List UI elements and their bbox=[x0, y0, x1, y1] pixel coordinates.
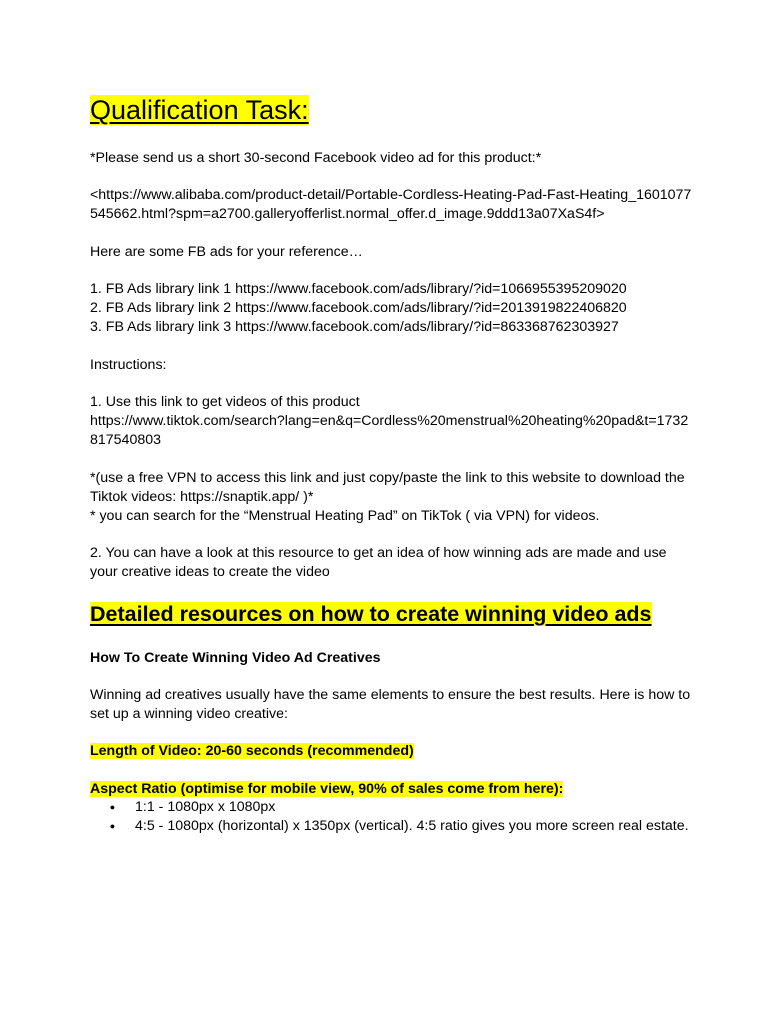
reference-heading: Here are some FB ads for your reference… bbox=[90, 244, 363, 260]
instructions-label: Instructions: bbox=[90, 357, 167, 373]
section-heading bbox=[90, 601, 652, 627]
page-title bbox=[90, 94, 309, 126]
length-of-video-text: Length of Video: 20-60 seconds (recommended) bbox=[90, 743, 414, 759]
fb-ads-link-2[interactable]: 2. FB Ads library link 2 https://www.facebook.com/ads/library/?id=2013919822406820 bbox=[90, 300, 627, 316]
vpn-note-line-1: *(use a free VPN to access this link and just copy/paste the link to this website to download the bbox=[90, 470, 685, 486]
list-item bbox=[90, 798, 275, 817]
product-link-line-2[interactable]: 545662.html?spm=a2700.galleryofferlist.normal_offer.d_image.9ddd13a07XaS4f> bbox=[90, 206, 605, 222]
vpn-note-line-2: Tiktok videos: https://snaptik.app/ )* bbox=[90, 489, 314, 505]
aspect-ratio-label bbox=[90, 780, 563, 799]
fb-ads-link-1[interactable]: 1. FB Ads library link 1 https://www.facebook.com/ads/library/?id=1066955395209020 bbox=[90, 281, 627, 297]
subheading: How To Create Winning Video Ad Creatives bbox=[90, 650, 381, 666]
tiktok-link-line-2[interactable]: 817540803 bbox=[90, 432, 162, 448]
bullet-icon: ● bbox=[109, 802, 116, 812]
length-of-video-label bbox=[90, 742, 414, 761]
list-item-text: 4:5 - 1080px (horizontal) x 1350px (vertical). 4:5 ratio gives you more screen real estate. bbox=[135, 818, 689, 834]
step-2-line-2: your creative ideas to create the video bbox=[90, 564, 330, 580]
intro-text: *Please send us a short 30-second Facebook video ad for this product:* bbox=[90, 150, 542, 166]
page-title-text: Qualification Task: bbox=[90, 95, 309, 125]
paragraph-line-1: Winning ad creatives usually have the same elements to ensure the best results. Here is how to bbox=[90, 687, 691, 703]
fb-ads-link-3[interactable]: 3. FB Ads library link 3 https://www.facebook.com/ads/library/?id=863368762303927 bbox=[90, 319, 619, 335]
bullet-icon: ● bbox=[109, 821, 116, 831]
list-item bbox=[90, 817, 689, 836]
tiktok-search-note: * you can search for the “Menstrual Heating Pad” on TikTok ( via VPN) for videos. bbox=[90, 508, 600, 524]
section-heading-text: Detailed resources on how to create winning video ads bbox=[90, 602, 652, 626]
step-1-text: 1. Use this link to get videos of this product bbox=[90, 394, 360, 410]
product-link-line-1[interactable]: <https://www.alibaba.com/product-detail/Portable-Cordless-Heating-Pad-Fast-Heating_1601077 bbox=[90, 187, 692, 203]
tiktok-link-line-1[interactable]: https://www.tiktok.com/search?lang=en&q=Cordless%20menstrual%20heating%20pad&t=1732 bbox=[90, 413, 689, 429]
list-item-text: 1:1 - 1080px x 1080px bbox=[135, 799, 276, 815]
step-2-line-1: 2. You can have a look at this resource to get an idea of how winning ads are made and use bbox=[90, 545, 667, 561]
aspect-ratio-text: Aspect Ratio (optimise for mobile view, 90% of sales come from here): bbox=[90, 781, 564, 797]
paragraph-line-2: set up a winning video creative: bbox=[90, 706, 288, 722]
